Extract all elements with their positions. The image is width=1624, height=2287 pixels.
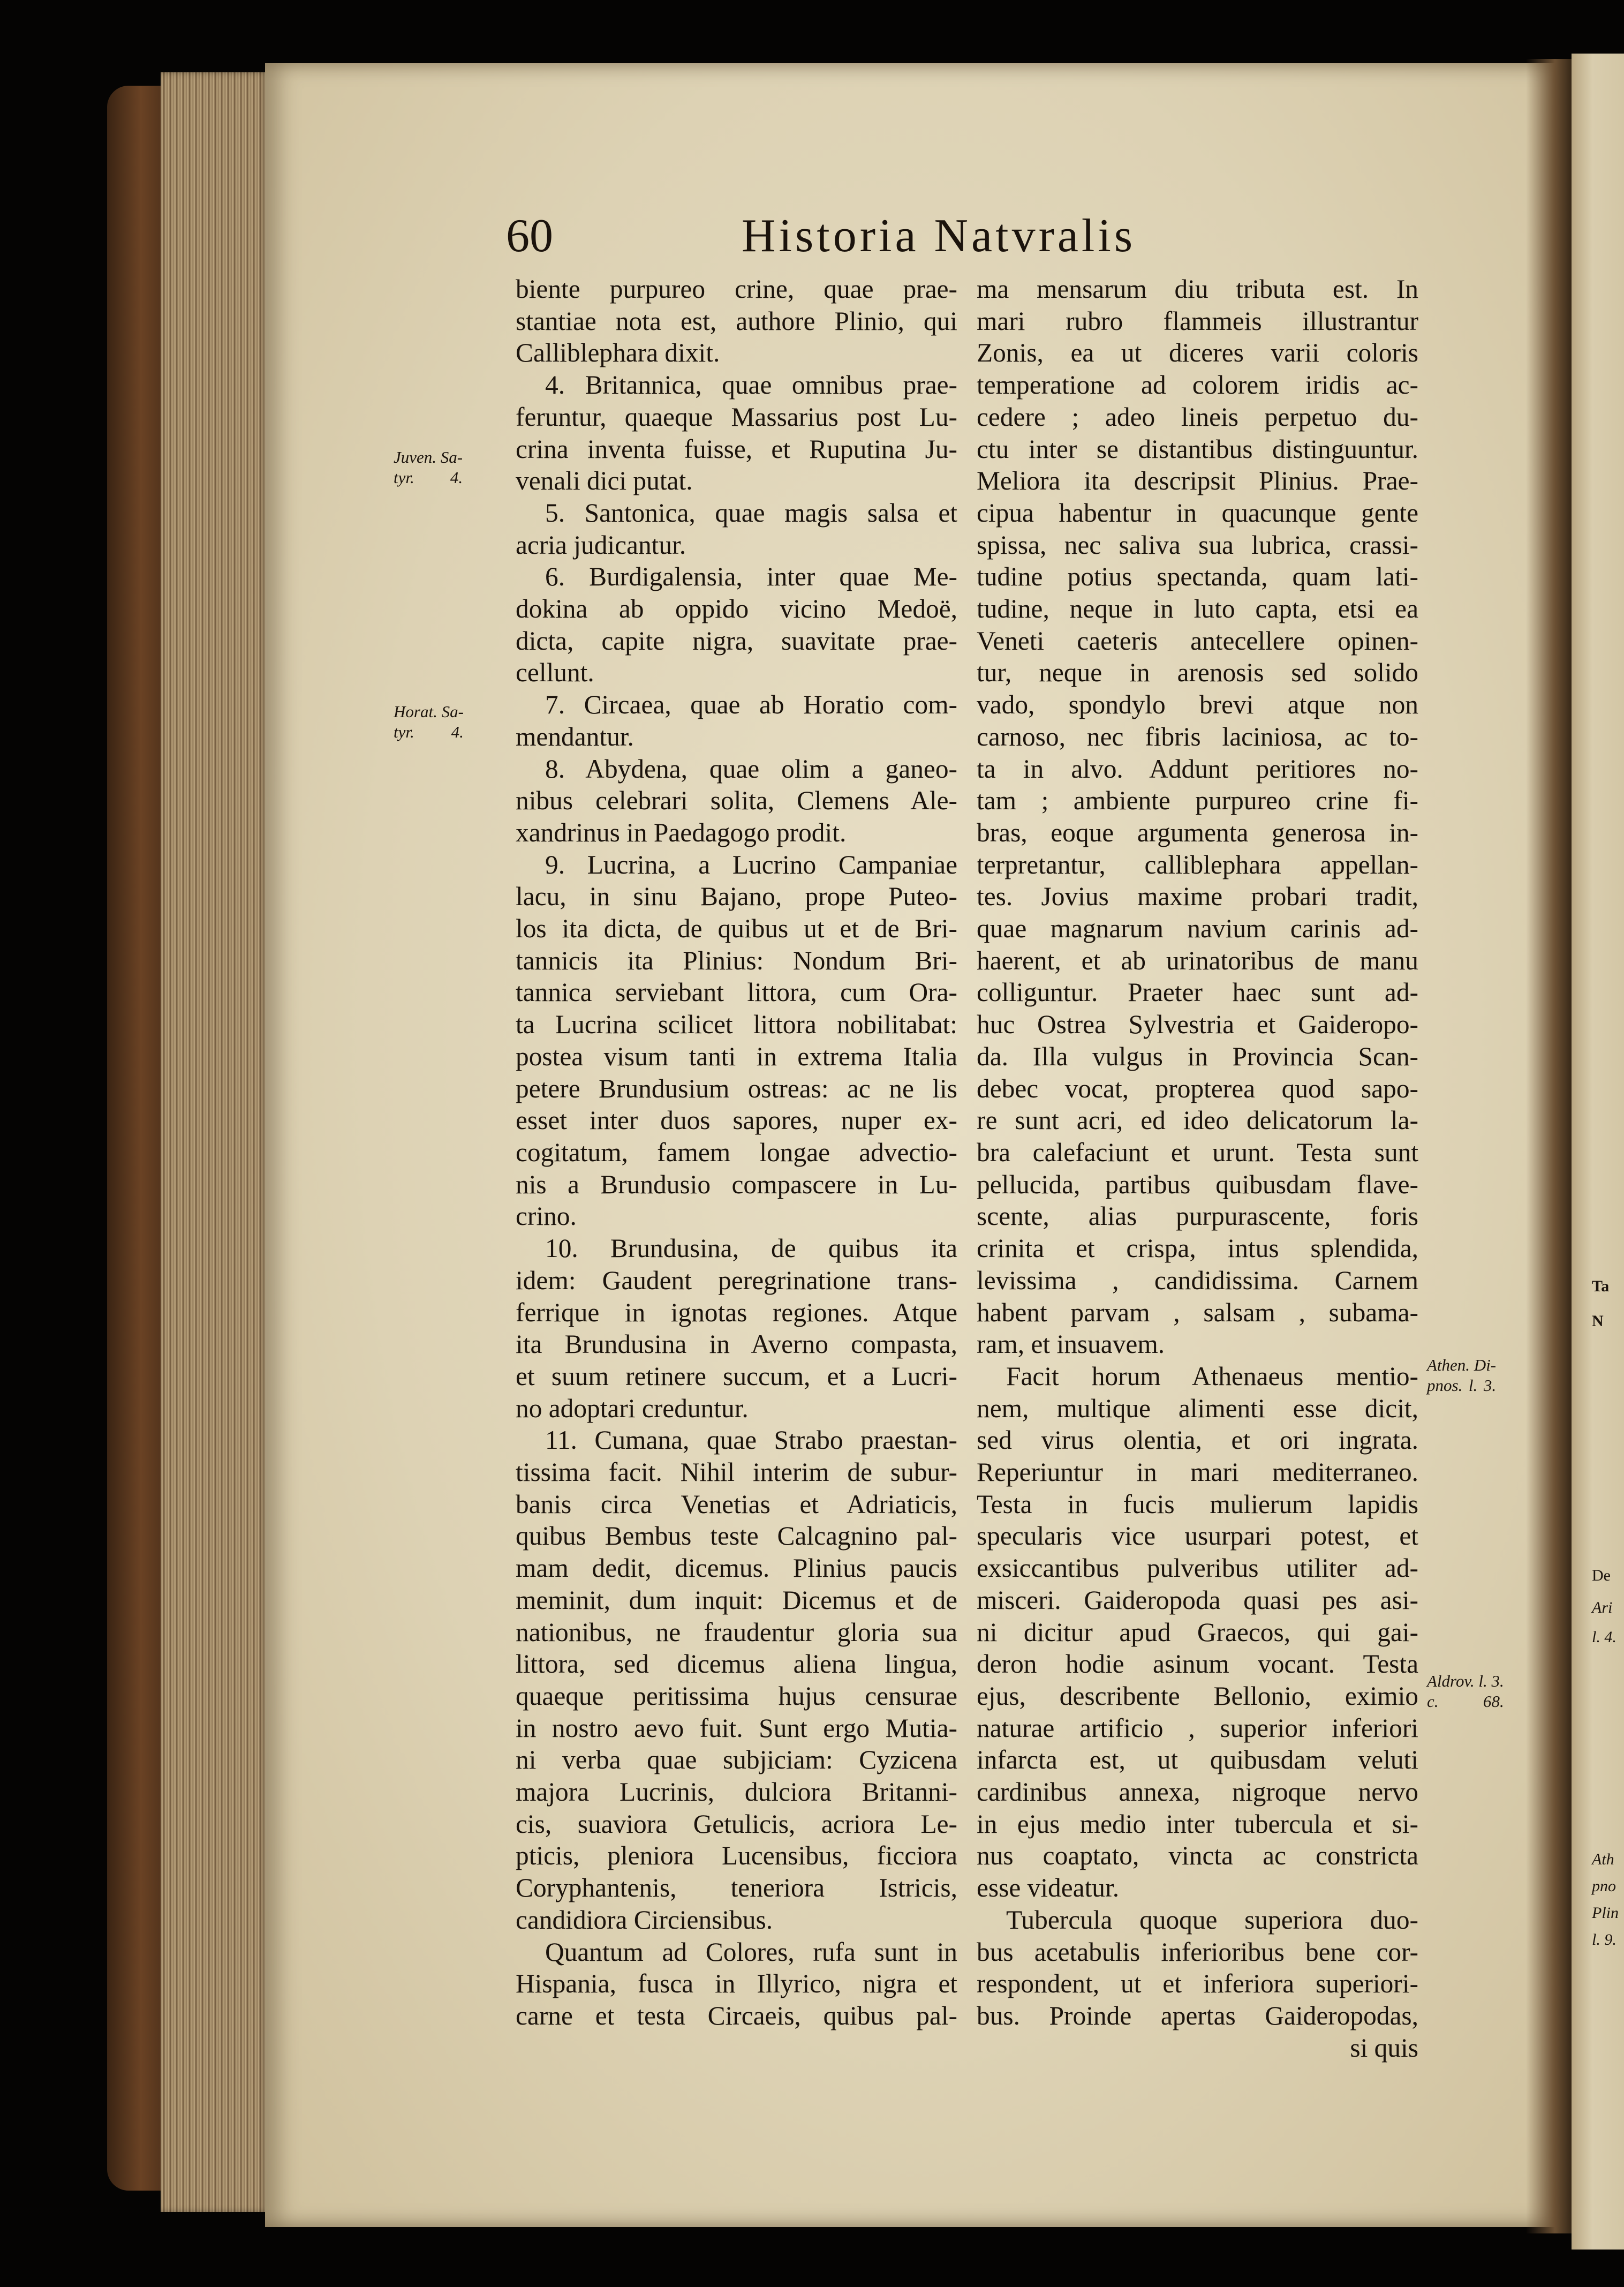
text-line: nationibus, ne fraudentur gloria sua bbox=[516, 1617, 957, 1647]
text-line: Reperiuntur in mari mediterraneo. bbox=[977, 1457, 1418, 1487]
text-line: bra calefaciunt et urunt. Testa sunt bbox=[977, 1137, 1418, 1167]
gutter-shadow bbox=[1526, 59, 1574, 2233]
text-line: in ejus medio inter tubercula et si- bbox=[977, 1809, 1418, 1839]
facing-page-fragment bbox=[1572, 54, 1624, 2250]
text-line: deron hodie asinum vocant. Testa bbox=[977, 1649, 1418, 1679]
text-line: ta in alvo. Addunt peritiores no- bbox=[977, 754, 1418, 784]
text-line: 7. Circaea, quae ab Horatio com- bbox=[545, 690, 957, 720]
text-line: Meliora ita descripsit Plinius. Prae- bbox=[977, 466, 1418, 496]
text-line: ma mensarum diu tributa est. In bbox=[977, 274, 1418, 304]
text-line: Zonis, ea ut diceres varii coloris bbox=[977, 338, 1418, 368]
text-line: 8. Abydena, quae olim a ganeo- bbox=[545, 754, 957, 784]
facing-fragment: N bbox=[1592, 1312, 1604, 1330]
text-line: bus acetabulis inferioribus bene cor- bbox=[977, 1937, 1418, 1967]
text-line: stantiae nota est, authore Plinio, qui bbox=[516, 306, 957, 336]
text-line: scente, alias purpurascente, foris bbox=[977, 1201, 1418, 1231]
text-line: dokina ab oppido vicino Medoë, bbox=[516, 594, 957, 624]
text-line: carnoso, nec fibris laciniosa, ac to- bbox=[977, 721, 1418, 751]
text-line: 9. Lucrina, a Lucrino Campaniae bbox=[545, 849, 957, 879]
text-line: los ita dicta, de quibus ut et de Bri- bbox=[516, 914, 957, 944]
text-line: tes. Jovius maxime probari tradit, bbox=[977, 882, 1418, 912]
text-line: ta Lucrina scilicet littora nobilitabat: bbox=[516, 1010, 957, 1040]
margin-note-athenaeus: Athen. Di- pnos. l. 3. bbox=[1427, 1356, 1497, 1395]
text-line: Testa in fucis mulierum lapidis bbox=[977, 1489, 1418, 1519]
text-line: 11. Cumana, quae Strabo praestan- bbox=[545, 1425, 957, 1455]
text-line: 6. Burdigalensia, inter quae Me- bbox=[545, 562, 957, 592]
text-line: cogitatum, famem longae advectio- bbox=[516, 1137, 957, 1167]
text-line: ni dicitur apud Graecos, qui gai- bbox=[977, 1617, 1418, 1647]
text-line: et suum retinere succum, et a Lucri- bbox=[516, 1361, 957, 1391]
facing-fragment: De bbox=[1592, 1567, 1611, 1584]
text-line: venali dici putat. bbox=[516, 466, 693, 496]
facing-fragment: Ari bbox=[1592, 1599, 1613, 1616]
text-line: acria judicantur. bbox=[516, 530, 686, 560]
text-line: sed virus olentia, et ori ingrata. bbox=[977, 1425, 1418, 1455]
text-line: ni verba quae subjiciam: Cyzicena bbox=[516, 1745, 957, 1775]
text-line: lacu, in sinu Bajano, prope Puteo- bbox=[516, 882, 957, 912]
text-line: vado, spondylo brevi atque non bbox=[977, 690, 1418, 720]
page-edges bbox=[161, 72, 268, 2212]
page-number: 60 bbox=[506, 210, 553, 262]
text-line: Coryphantenis, teneriora Istricis, bbox=[516, 1873, 957, 1903]
text-line: colliguntur. Praeter haec sunt ad- bbox=[977, 977, 1418, 1007]
text-line: Calliblephara dixit. bbox=[516, 338, 720, 368]
text-line: bras, eoque argumenta generosa in- bbox=[977, 817, 1418, 847]
text-line: huc Ostrea Sylvestria et Gaideropo- bbox=[977, 1010, 1418, 1040]
facing-fragment: Plin bbox=[1592, 1904, 1619, 1922]
text-line: biente purpureo crine, quae prae- bbox=[516, 274, 957, 304]
text-line: cellunt. bbox=[516, 658, 594, 688]
text-line: exsiccantibus pulveribus utiliter ad- bbox=[977, 1553, 1418, 1583]
text-line: da. Illa vulgus in Provincia Scan- bbox=[977, 1041, 1418, 1071]
right-text-column bbox=[977, 273, 1418, 2064]
text-line: tam ; ambiente purpureo crine fi- bbox=[977, 786, 1418, 816]
text-line: nis a Brundusio compascere in Lu- bbox=[516, 1169, 957, 1199]
text-line: carne et testa Circaeis, quibus pal- bbox=[516, 2000, 957, 2030]
text-line: Veneti caeteris antecellere opinen- bbox=[977, 626, 1418, 656]
text-line: pellucida, partibus quibusdam flave- bbox=[977, 1169, 1418, 1199]
text-line: haerent, et ab urinatoribus de manu bbox=[977, 945, 1418, 975]
text-line: temperatione ad colorem iridis ac- bbox=[977, 370, 1418, 400]
text-line: tudine potius spectanda, quam lati- bbox=[977, 562, 1418, 592]
text-line: nus coaptato, vincta ac constricta bbox=[977, 1841, 1418, 1871]
text-line: esset inter duos sapores, nuper ex- bbox=[516, 1105, 957, 1135]
text-line: ram, et insuavem. bbox=[977, 1329, 1165, 1359]
text-line: 10. Brundusina, de quibus ita bbox=[545, 1233, 957, 1263]
text-line: idem: Gaudent peregrinatione trans- bbox=[516, 1265, 957, 1295]
text-line: esse videatur. bbox=[977, 1873, 1120, 1903]
text-line: cipua habentur in quacunque gente bbox=[977, 498, 1418, 528]
text-line: feruntur, quaeque Massarius post Lu- bbox=[516, 402, 957, 432]
text-line: bus. Proinde apertas Gaideropodas, bbox=[977, 2000, 1418, 2030]
text-line: ctu inter se distantibus distinguuntur. bbox=[977, 434, 1418, 464]
text-line: no adoptari creduntur. bbox=[516, 1393, 749, 1423]
text-line: tissima facit. Nihil interim de subur- bbox=[516, 1457, 957, 1487]
text-line: terpretantur, calliblephara appellan- bbox=[977, 849, 1418, 879]
text-line: quae magnarum navium carinis ad- bbox=[977, 914, 1418, 944]
text-line: mendantur. bbox=[516, 721, 634, 751]
text-line: mam dedit, dicemus. Plinius paucis bbox=[516, 1553, 957, 1583]
facing-fragment: Ath bbox=[1592, 1850, 1614, 1868]
facing-fragment: pno bbox=[1592, 1877, 1616, 1895]
text-line: Facit horum Athenaeus mentio- bbox=[1006, 1361, 1418, 1391]
text-line: quaeque peritissima hujus censurae bbox=[516, 1681, 957, 1711]
text-line: 4. Britannica, quae omnibus prae- bbox=[545, 370, 957, 400]
text-line: nibus celebrari solita, Clemens Ale- bbox=[516, 786, 957, 816]
margin-note-horace: Horat. Sa- tyr. 4. bbox=[394, 702, 464, 741]
text-line: 5. Santonica, quae magis salsa et bbox=[545, 498, 957, 528]
text-line: respondent, ut et inferiora superiori- bbox=[977, 1969, 1418, 1999]
text-line: si quis bbox=[1350, 2033, 1418, 2063]
text-line: meminit, dum inquit: Dicemus et de bbox=[516, 1585, 957, 1615]
text-line: nem, multique alimenti esse dicit, bbox=[977, 1393, 1418, 1423]
text-line: naturae artificio , superior inferiori bbox=[977, 1713, 1418, 1743]
text-line: in nostro aevo fuit. Sunt ergo Mutia- bbox=[516, 1713, 957, 1743]
text-line: crina inventa fuisse, et Ruputina Ju- bbox=[516, 434, 957, 464]
text-line: ejus, describente Bellonio, eximio bbox=[977, 1681, 1418, 1711]
text-line: spissa, nec saliva sua lubrica, crassi- bbox=[977, 530, 1418, 560]
text-line: ita Brundusina in Averno compasta, bbox=[516, 1329, 957, 1359]
text-line: levissima , candidissima. Carnem bbox=[977, 1265, 1418, 1295]
text-line: infarcta est, ut quibusdam veluti bbox=[977, 1745, 1418, 1775]
text-line: Tubercula quoque superiora duo- bbox=[1006, 1905, 1418, 1935]
text-line: tur, neque in arenosis sed solido bbox=[977, 658, 1418, 688]
text-line: petere Brundusium ostreas: ac ne lis bbox=[516, 1073, 957, 1103]
text-line: crino. bbox=[516, 1201, 577, 1231]
text-line: Quantum ad Colores, rufa sunt in bbox=[545, 1937, 957, 1967]
text-line: quibus Bembus teste Calcagnino pal- bbox=[516, 1521, 957, 1551]
text-line: ferrique in ignotas regiones. Atque bbox=[516, 1297, 957, 1327]
margin-note-juvenal: Juven. Sa- tyr. 4. bbox=[394, 448, 463, 487]
text-line: littora, sed dicemus aliena lingua, bbox=[516, 1649, 957, 1679]
text-line: postea visum tanti in extrema Italia bbox=[516, 1041, 957, 1071]
text-line: tannica serviebant littora, cum Ora- bbox=[516, 977, 957, 1007]
text-line: cedere ; adeo lineis perpetuo du- bbox=[977, 402, 1418, 432]
page-header bbox=[506, 209, 1266, 268]
text-line: mari rubro flammeis illustrantur bbox=[977, 306, 1418, 336]
text-line: habent parvam , salsam , subama- bbox=[977, 1297, 1418, 1327]
text-line: banis circa Venetias et Adriaticis, bbox=[516, 1489, 957, 1519]
facing-fragment: l. 4. bbox=[1592, 1628, 1617, 1646]
text-line: cardinibus annexa, nigroque nervo bbox=[977, 1777, 1418, 1807]
text-line: pticis, pleniora Lucensibus, ficciora bbox=[516, 1841, 957, 1871]
text-line: Hispania, fusca in Illyrico, nigra et bbox=[516, 1969, 957, 1999]
left-text-column bbox=[516, 273, 957, 2032]
margin-note-aldrovandi: Aldrov. l. 3. c. 68. bbox=[1427, 1672, 1504, 1711]
text-line: tannicis ita Plinius: Nondum Bri- bbox=[516, 945, 957, 975]
facing-fragment: l. 9. bbox=[1592, 1931, 1617, 1949]
text-line: candidiora Circiensibus. bbox=[516, 1905, 773, 1935]
text-line: re sunt acri, ed ideo delicatorum la- bbox=[977, 1105, 1418, 1135]
text-line: majora Lucrinis, dulciora Britanni- bbox=[516, 1777, 957, 1807]
text-line: tudine, neque in luto capta, etsi ea bbox=[977, 594, 1418, 624]
text-line: xandrinus in Paedagogo prodit. bbox=[516, 817, 847, 847]
facing-fragment: Ta bbox=[1592, 1277, 1610, 1295]
text-line: crinita et crispa, intus splendida, bbox=[977, 1233, 1418, 1263]
text-line: misceri. Gaideropoda quasi pes asi- bbox=[977, 1585, 1418, 1615]
text-line: debec vocat, propterea quod sapo- bbox=[977, 1073, 1418, 1103]
text-line: specularis vice usurpari potest, et bbox=[977, 1521, 1418, 1551]
running-title: Historia Natvralis bbox=[742, 210, 1136, 262]
text-line: cis, suaviora Getulicis, acriora Le- bbox=[516, 1809, 957, 1839]
text-line: dicta, capite nigra, suavitate prae- bbox=[516, 626, 957, 656]
